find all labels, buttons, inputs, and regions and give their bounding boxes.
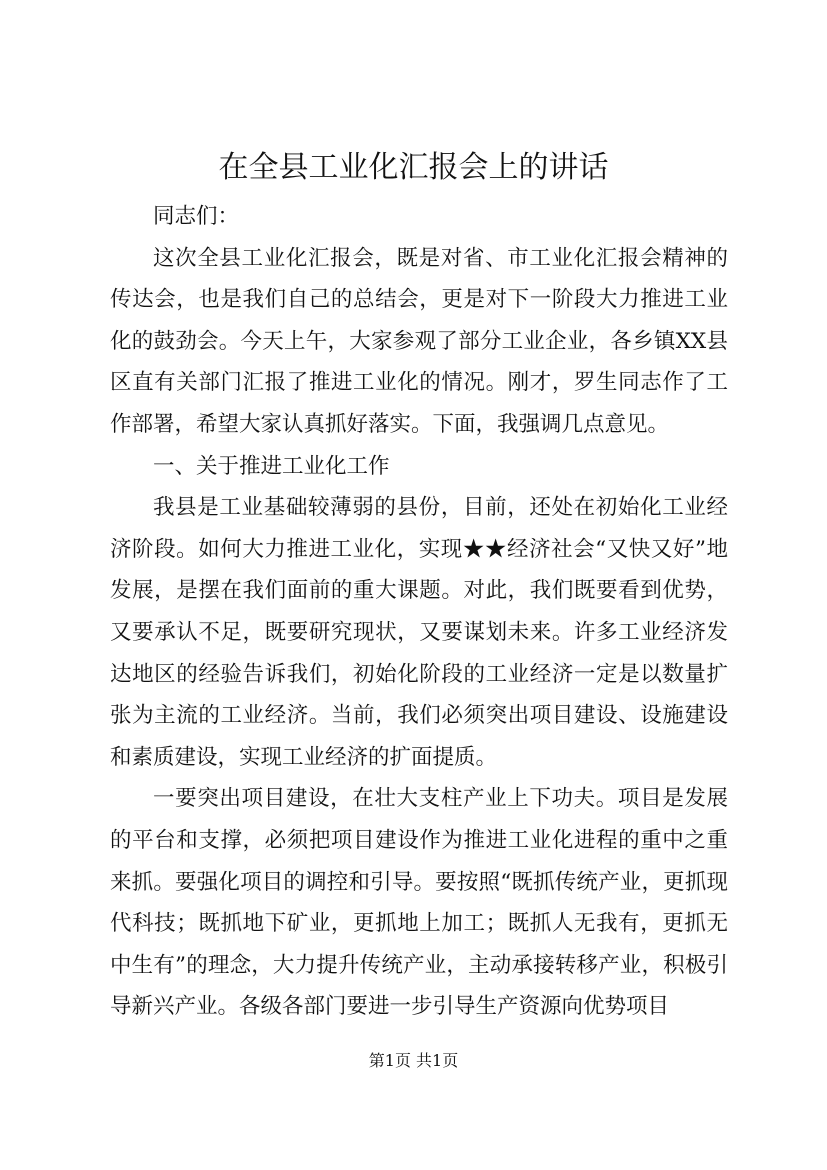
document-title: 在全县工业化汇报会上的讲话 [218,150,609,185]
body-paragraph: 我县是工业基础较薄弱的县份，目前，还处在初始化工业经济阶段。如何大力推进工业化，实现★★经济社会“又快又好”地发展，是摆在我们面前的重大课题。对此，我们既要看到优势，又要承认不足，既要研究现状，又要谋划未来。许多工业经济发达地区的经验告诉我们，初始化阶段的工业经济一定是以数量扩张为主流的工业经济。当前，我们必须突出项目建设、设施建设和素质建设，实现工业经济的扩面提质。 [110,495,728,770]
document-body [110,196,728,1028]
body-paragraph: 这次全县工业化汇报会，既是对省、市工业化汇报会精神的传达会，也是我们自己的总结会，更是对下一阶段大力推进工业化的鼓劲会。今天上午，大家参观了部分工业企业，各乡镇XX县区直有关部门汇报了推进工业化的情况。刚才，罗生同志作了工作部署，希望大家认真抓好落实。下面，我强调几点意见。 [110,245,728,437]
section-heading: 一、关于推进工业化工作 [153,453,390,479]
body-paragraph: 一要突出项目建设，在壮大支柱产业上下功夫。项目是发展的平台和支撑，必须把项目建设作为推进工业化进程的重中之重来抓。要强化项目的调控和引导。要按照“既抓传统产业，更抓现代科技；既抓地下矿业，更抓地上加工；既抓人无我有，更抓无中生有”的理念，大力提升传统产业，主动承接转移产业，积极引导新兴产业。各级各部门要进一步引导生产资源向优势项目 [110,786,728,1020]
greeting-paragraph: 同志们： [153,204,240,229]
page-footer: 第1页 共1页 [368,1051,459,1070]
